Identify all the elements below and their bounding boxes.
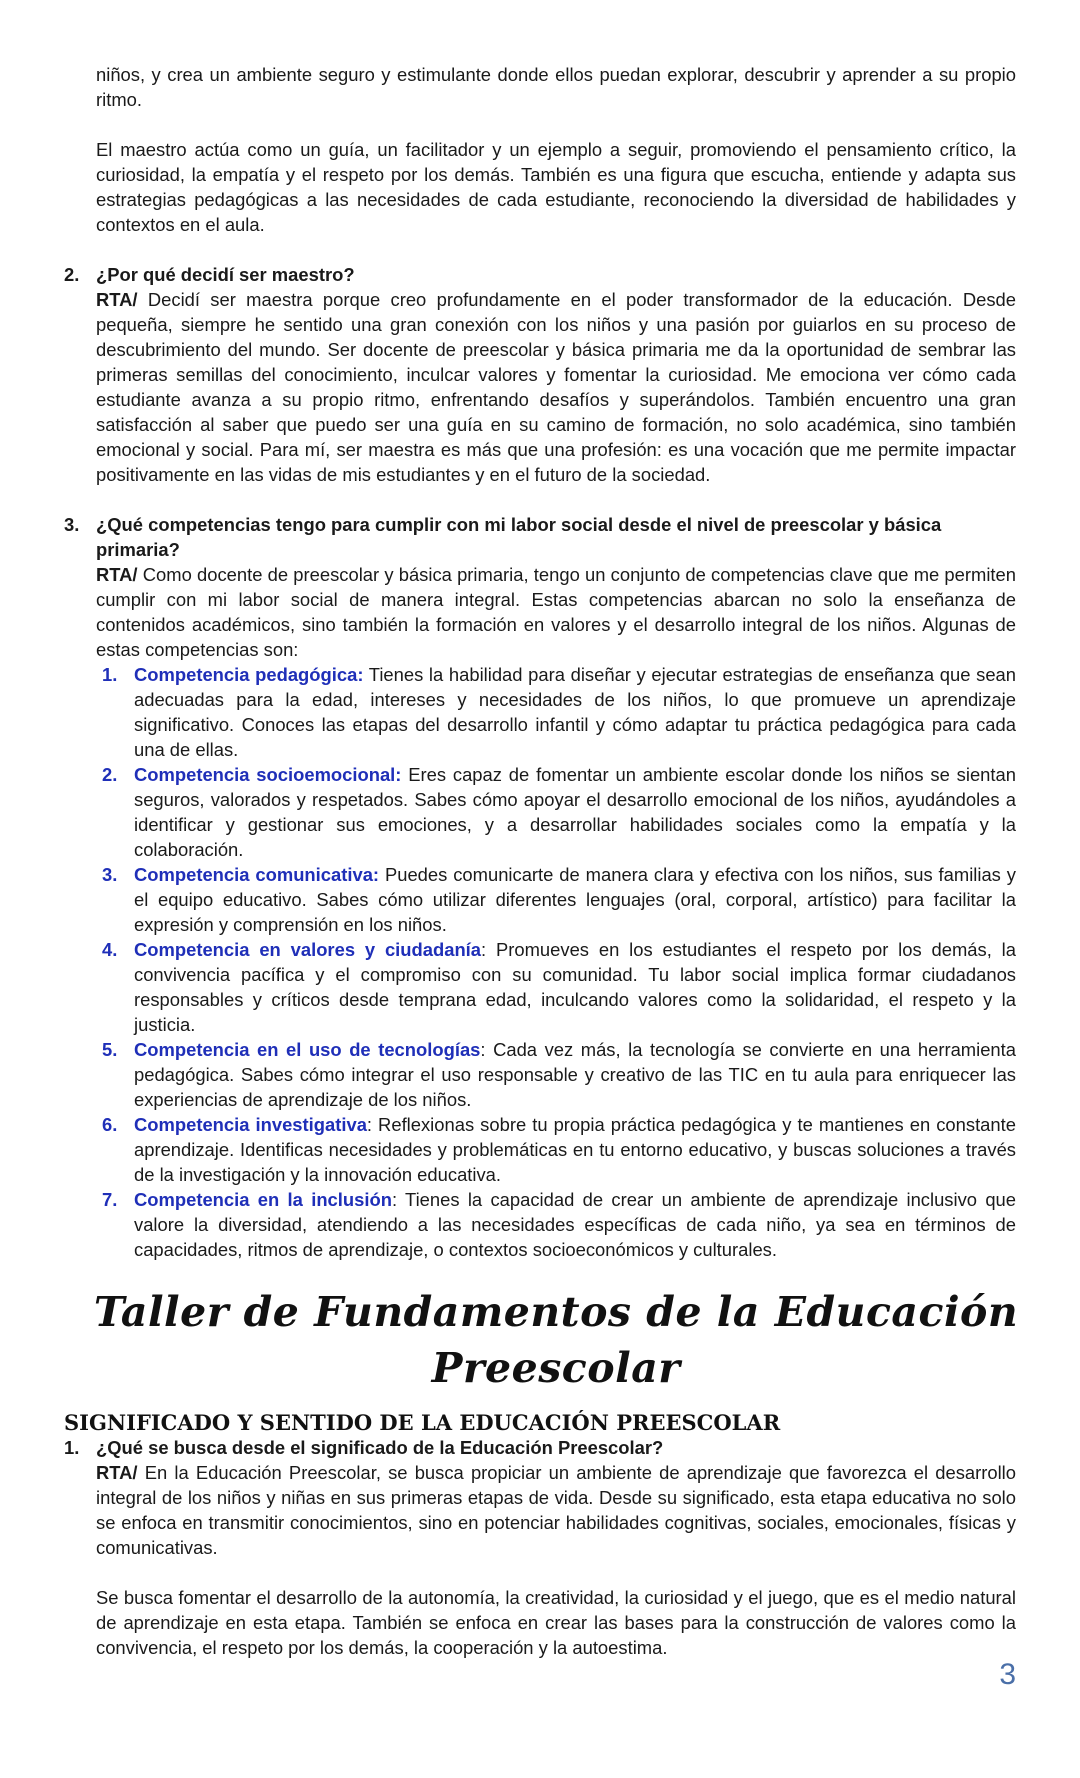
list-item xyxy=(96,1112,1016,1187)
list-item-number: 7. xyxy=(102,1189,118,1210)
answer-text: En la Educación Preescolar, se busca propiciar un ambiente de aprendizaje que favorezca el desarrollo integral de los niños y niñas en sus primeras etapas de vida. Desde su significado, esta etapa educativa no solo se enfoca en transmitir conocimientos, sino en potenciar habilidades cognitivas, sociales, emocionales, físicas y comunicativas. xyxy=(96,1462,1016,1558)
question-2-title: ¿Por qué decidí ser maestro? xyxy=(96,264,355,285)
rta-label: RTA/ xyxy=(96,1462,138,1483)
taller-question-1-title: ¿Qué se busca desde el significado de la Educación Preescolar? xyxy=(96,1437,664,1458)
answer-text: Como docente de preescolar y básica primaria, tengo un conjunto de competencias clave que me permiten cumplir con mi labor social de manera integral. Estas competencias abarcan no solo la enseñanza de contenidos académicos, sino también la formación en valores y el desarrollo integral de los niños. Algunas de estas competencias son: xyxy=(96,564,1016,660)
competencia-name: Competencia en la inclusión xyxy=(134,1189,392,1210)
list-item xyxy=(96,937,1016,1037)
list-item xyxy=(96,1187,1016,1262)
taller-question-1-answer-2: Se busca fomentar el desarrollo de la autonomía, la creatividad, la curiosidad y el juego, que es el medio natural de aprendizaje en esta etapa. También se enfoca en crear las bases para la construcción de valores como la convivencia, el respeto por los demás, la cooperación y la autoestima. xyxy=(96,1587,1016,1658)
question-2-answer xyxy=(96,287,1016,487)
question-3 xyxy=(64,512,1017,1262)
page-content xyxy=(64,62,1019,1660)
list-item-number: 2. xyxy=(102,764,118,785)
question-3-title: ¿Qué competencias tengo para cumplir con mi labor social desde el nivel de preescolar y básica primaria? xyxy=(96,514,942,560)
list-item-number: 6. xyxy=(102,1114,118,1135)
competencia-name: Competencia socioemocional: xyxy=(134,764,402,785)
question-3-number: 3. xyxy=(64,514,80,535)
list-item-number: 5. xyxy=(102,1039,118,1060)
competencia-name: Competencia comunicativa: xyxy=(134,864,380,885)
competencia-text: : Promueves en los estudiantes el respeto por los demás, la convivencia pacífica y el compromiso con su comunidad. Tu labor social implica formar ciudadanos responsables y críticos desde temprana edad, inculcando valores como la solidaridad, el respeto y la justicia. xyxy=(134,939,1016,1035)
competencia-text: : Reflexionas sobre tu propia práctica pedagógica y te mantienes en constante aprendizaje. Identificas necesidades y problemáticas en tu entorno educativo, y buscas soluciones a través de la investigación y la innovación educativa. xyxy=(134,1114,1016,1185)
list-item xyxy=(96,1037,1016,1112)
list-item-number: 1. xyxy=(102,664,118,685)
section-title: SIGNIFICADO Y SENTIDO DE LA EDUCACIÓN PREESCOLAR xyxy=(64,1410,781,1435)
competencia-name: Competencia investigativa xyxy=(134,1114,367,1135)
taller-title: Taller de Fundamentos de la Educación Preescolar xyxy=(93,1288,1019,1392)
competencia-text: Puedes comunicarte de manera clara y efectiva con los niños, sus familias y el equipo educativo. Sabes cómo utilizar diferentes lenguajes (oral, corporal, artístico) para facilitar la expresión y comprensión en los niños. xyxy=(134,864,1016,935)
taller-question-1 xyxy=(64,1435,1016,1660)
competencia-name: Competencia en el uso de tecnologías xyxy=(134,1039,481,1060)
answer-text: Decidí ser maestra porque creo profundamente en el poder transformador de la educación. Desde pequeña, siempre he sentido una gran conexión con los niños y una pasión por guiarlos en su proceso de descubrimiento del mundo. Ser docente de preescolar y básica primaria me da la oportunidad de sembrar las primeras semillas del conocimiento, inculcar valores y fomentar la curiosidad. Me emociona ver cómo cada estudiante avanza a su propio ritmo, enfrentando desafíos y superándolos. También encuentro una gran satisfacción al saber que puedo ser una guía en su camino de formación, no solo académica, sino también emocional y social. Para mí, ser maestra es más que una profesión: es una vocación que me permite impactar positivamente en las vidas de mis estudiantes y en el futuro de la sociedad. xyxy=(96,289,1016,485)
rta-label: RTA/ xyxy=(96,289,138,310)
competencia-text: : Tienes la capacidad de crear un ambiente de aprendizaje inclusivo que valore la diversidad, atendiendo a las necesidades específicas de cada niño, ya sea en términos de capacidades, ritmos de aprendizaje, o contextos socioeconómicos y culturales. xyxy=(134,1189,1016,1260)
intro-paragraph-2: El maestro actúa como un guía, un facilitador y un ejemplo a seguir, promoviendo el pensamiento crítico, la curiosidad, la empatía y el respeto por los demás. También es una figura que escucha, entiende y adapta sus estrategias pedagógicas a las necesidades de cada estudiante, reconociendo la diversidad de habilidades y contextos en el aula. xyxy=(96,139,1016,235)
question-3-answer xyxy=(96,562,1016,662)
competencia-name: Competencia pedagógica: xyxy=(134,664,364,685)
list-item-number: 4. xyxy=(102,939,118,960)
question-2-number: 2. xyxy=(64,264,80,285)
list-item xyxy=(96,762,1016,862)
competencias-list xyxy=(96,662,1016,1262)
taller-question-1-number: 1. xyxy=(64,1437,80,1458)
rta-label: RTA/ xyxy=(96,564,138,585)
competencia-text: Eres capaz de fomentar un ambiente escolar donde los niños se sientan seguros, valorados y respetados. Sabes cómo apoyar el desarrollo emocional de los niños, ayudándoles a identificar y gestionar sus emociones, y a desarrollar habilidades sociales como la empatía y la colaboración. xyxy=(134,764,1016,860)
list-item xyxy=(96,662,1016,762)
competencia-name: Competencia en valores y ciudadanía xyxy=(134,939,482,960)
intro-paragraph-1: niños, y crea un ambiente seguro y estimulante donde ellos puedan explorar, descubrir y aprender a su propio ritmo. xyxy=(96,64,1016,110)
page-number: 3 xyxy=(999,1658,1016,1691)
question-2 xyxy=(64,262,1016,487)
taller-question-1-answer xyxy=(96,1460,1016,1560)
list-item xyxy=(96,862,1016,937)
competencia-text: Tienes la habilidad para diseñar y ejecutar estrategias de enseñanza que sean adecuadas para la edad, intereses y necesidades de los niños, lo que promueve un aprendizaje significativo. Conoces las etapas del desarrollo infantil y cómo adaptar tu práctica pedagógica para cada una de ellas. xyxy=(134,664,1017,760)
list-item-number: 3. xyxy=(102,864,118,885)
competencia-text: : Cada vez más, la tecnología se convierte en una herramienta pedagógica. Sabes cómo integrar el uso responsable y creativo de las TIC en tu aula para enriquecer las experiencias de aprendizaje de los niños. xyxy=(134,1039,1016,1110)
